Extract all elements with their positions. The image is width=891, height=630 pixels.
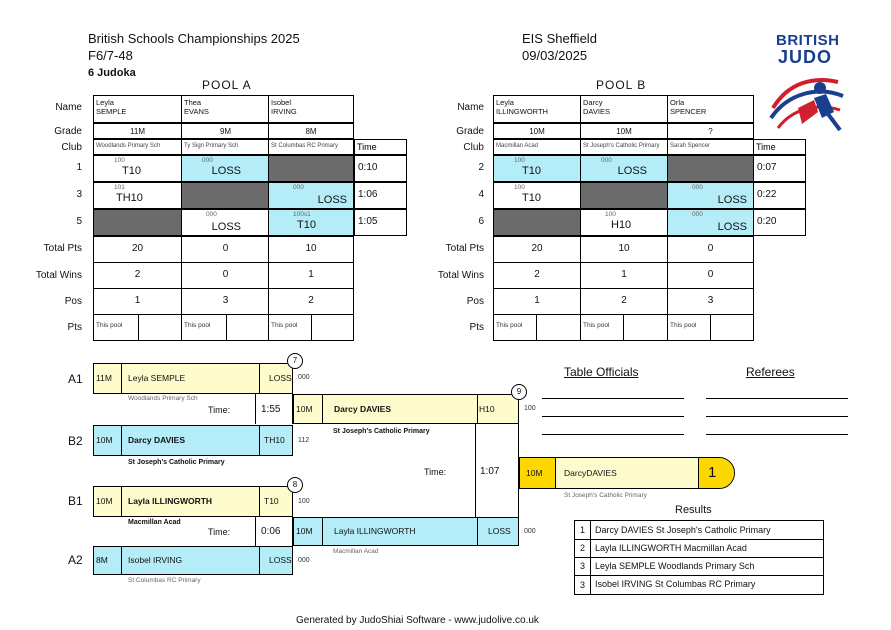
total-wins: 1 xyxy=(268,262,354,289)
position: 3 xyxy=(181,288,270,315)
match-time: 1:07 xyxy=(480,466,500,477)
table-officials-label: Table Officials xyxy=(564,365,639,379)
seed-b2: B2 xyxy=(68,434,83,448)
this-pool-cell: This pool xyxy=(667,314,711,341)
bracket-competitor: 10M Darcy DAVIES TH10 xyxy=(93,425,293,456)
venue: EIS Sheffield xyxy=(522,31,597,46)
winner-club: St Joseph's Catholic Primary xyxy=(564,492,647,499)
results-title: Results xyxy=(675,504,712,516)
time-label: Time: xyxy=(208,405,231,415)
grade-cell: 10M xyxy=(493,123,581,139)
match-score-cell: 100 T10 xyxy=(493,155,581,182)
total-pts: 0 xyxy=(667,236,754,263)
row-label-club: Club xyxy=(61,142,82,153)
pts-cell xyxy=(138,314,182,341)
position: 2 xyxy=(580,288,668,315)
pool-b-player-name xyxy=(493,95,581,123)
match-time: 1:06 xyxy=(354,182,407,209)
bracket-competitor: 10M Layla ILLINGWORTH LOSS xyxy=(293,517,519,546)
position: 1 xyxy=(493,288,581,315)
last-name: ILLINGWORTH xyxy=(496,107,548,116)
pool-b-player-name xyxy=(667,95,754,123)
logo-line2: JUDO xyxy=(778,47,833,67)
match-number: 3 xyxy=(76,189,82,200)
referees-label: Referees xyxy=(746,365,795,379)
match-number: 4 xyxy=(478,189,484,200)
last-name: DAVIES xyxy=(583,107,610,116)
match-time: 0:10 xyxy=(354,155,407,182)
row-label-pts: Pts xyxy=(67,322,82,333)
grade-cell: 9M xyxy=(181,123,270,139)
club: Woodlands Primary Sch xyxy=(128,395,198,402)
this-pool-cell: This pool xyxy=(493,314,537,341)
blank-cell xyxy=(93,209,182,236)
pts-cell xyxy=(536,314,581,341)
winner-grade: 10M xyxy=(526,468,543,478)
match-score-cell: 100 H10 xyxy=(580,209,668,236)
date: 09/03/2025 xyxy=(522,48,588,63)
match-time: 1:55 xyxy=(261,404,281,415)
match-time: 0:07 xyxy=(753,155,806,182)
pool-a-player-name xyxy=(268,95,354,123)
grade-cell: 8M xyxy=(268,123,354,139)
this-pool-cell: This pool xyxy=(268,314,312,341)
club: Macmillan Acad xyxy=(333,548,379,555)
match-number: 2 xyxy=(478,162,484,173)
match-score-cell: 000 LOSS xyxy=(667,182,754,209)
results-row: 2 Layla ILLINGWORTH Macmillan Acad xyxy=(575,540,823,558)
this-pool-cell: This pool xyxy=(580,314,624,341)
score: 000 xyxy=(524,528,536,535)
last-name: SEMPLE xyxy=(96,107,127,116)
pts-cell xyxy=(710,314,754,341)
row-label-club: Club xyxy=(463,142,484,153)
total-wins: 0 xyxy=(667,262,754,289)
bracket-competitor: 8M Isobel IRVING LOSS xyxy=(93,546,293,575)
british-judo-logo xyxy=(768,30,858,140)
total-pts: 20 xyxy=(493,236,581,263)
club-cell: Ty Sign Primary Sch xyxy=(181,139,270,155)
pool-a-title: POOL A xyxy=(202,78,252,92)
blank-cell xyxy=(493,209,581,236)
bracket-competitor: 10M Layla ILLINGWORTH T10 xyxy=(93,486,293,517)
row-label-pos: Pos xyxy=(466,296,484,307)
first-name: Isobel xyxy=(271,98,292,107)
match-score-cell: 000 LOSS xyxy=(181,155,270,182)
this-pool-cell: This pool xyxy=(93,314,139,341)
match-number: 1 xyxy=(76,162,82,173)
seed-a1: A1 xyxy=(68,372,83,386)
club: Macmillan Acad xyxy=(128,519,181,526)
score: 112 xyxy=(298,437,310,444)
score: 000 xyxy=(298,557,310,564)
bracket-competitor: 11M Leyla SEMPLE LOSS xyxy=(93,363,293,394)
club-cell: Macmillan Acad xyxy=(493,139,581,155)
first-name: Orla xyxy=(670,98,685,107)
last-name: EVANS xyxy=(184,107,209,116)
row-label-name: Name xyxy=(457,102,484,113)
club: St Joseph's Catholic Primary xyxy=(333,428,430,435)
pts-cell xyxy=(311,314,354,341)
first-name: Leyla xyxy=(96,98,114,107)
first-name: Leyla xyxy=(496,98,514,107)
match-number: 5 xyxy=(76,216,82,227)
match-number: 6 xyxy=(478,216,484,227)
bracket-competitor: 10M Darcy DAVIES H10 xyxy=(293,394,519,424)
results-row: 1 Darcy DAVIES St Joseph's Catholic Primary xyxy=(575,521,823,540)
row-label-pos: Pos xyxy=(64,296,82,307)
match-score-cell: 100 T10 xyxy=(493,182,581,209)
position: 3 xyxy=(667,288,754,315)
match-score-cell: 101 TH10 xyxy=(93,182,182,209)
category: F6/7-48 xyxy=(88,48,133,63)
score: 000 xyxy=(298,374,310,381)
winner-name: DarcyDAVIES xyxy=(564,468,617,478)
match-time: 0:06 xyxy=(261,526,281,537)
results-row: 3 Isobel IRVING St Columbas RC Primary xyxy=(575,576,823,594)
row-label-total-pts: Total Pts xyxy=(445,243,484,254)
club-cell: Woodlands Primary Sch xyxy=(93,139,182,155)
match-score-cell: 000 LOSS xyxy=(181,209,270,236)
time-label: Time: xyxy=(424,467,447,477)
score: 100 xyxy=(298,498,310,505)
match-score-cell: 000 LOSS xyxy=(580,155,668,182)
pts-cell xyxy=(226,314,270,341)
last-name: SPENCER xyxy=(670,107,707,116)
row-label-grade: Grade xyxy=(54,126,82,137)
grade-cell: ? xyxy=(667,123,754,139)
results-table xyxy=(574,520,824,595)
logo-line1: BRITISH xyxy=(776,32,840,49)
first-name: Darcy xyxy=(583,98,603,107)
pool-b-player-name xyxy=(580,95,668,123)
match-number-badge: 7 xyxy=(287,353,303,369)
tournament-title: British Schools Championships 2025 xyxy=(88,31,300,46)
total-pts: 10 xyxy=(580,236,668,263)
match-score-cell: 000 LOSS xyxy=(667,209,754,236)
club-cell: Sarah Spencer xyxy=(667,139,754,155)
row-label-total-wins: Total Wins xyxy=(35,270,82,281)
match-score-cell: 100 T10 xyxy=(93,155,182,182)
blank-cell xyxy=(268,155,354,182)
pool-a-player-name xyxy=(93,95,182,123)
total-pts: 20 xyxy=(93,236,182,263)
blank-cell xyxy=(667,155,754,182)
match-number-badge: 8 xyxy=(287,477,303,493)
pts-cell xyxy=(623,314,668,341)
time-label: Time: xyxy=(208,527,231,537)
total-pts: 10 xyxy=(268,236,354,263)
total-pts: 0 xyxy=(181,236,270,263)
row-label-total-wins: Total Wins xyxy=(437,270,484,281)
grade-cell: 11M xyxy=(93,123,182,139)
row-label-grade: Grade xyxy=(456,126,484,137)
match-time: 1:05 xyxy=(354,209,407,236)
pool-a-player-name xyxy=(181,95,270,123)
time-header: Time xyxy=(753,139,806,155)
total-wins: 1 xyxy=(580,262,668,289)
row-label-pts: Pts xyxy=(469,322,484,333)
club: St Joseph's Catholic Primary xyxy=(128,459,225,466)
last-name: IRVING xyxy=(271,107,297,116)
blank-cell xyxy=(181,182,270,209)
footer: Generated by JudoShiai Software - www.judolive.co.uk xyxy=(296,615,539,626)
pool-b-title: POOL B xyxy=(596,78,647,92)
winner-box xyxy=(519,457,735,489)
match-score-cell: 100s1 T10 xyxy=(268,209,354,236)
position: 1 xyxy=(93,288,182,315)
score: 100 xyxy=(524,405,536,412)
total-wins: 0 xyxy=(181,262,270,289)
match-time: 0:20 xyxy=(753,209,806,236)
seed-a2: A2 xyxy=(68,553,83,567)
total-wins: 2 xyxy=(93,262,182,289)
judoka-count: 6 Judoka xyxy=(88,67,136,79)
judoka-figure-icon xyxy=(768,68,858,138)
club: St Columbas RC Primary xyxy=(128,577,201,584)
time-header: Time xyxy=(354,139,407,155)
position: 2 xyxy=(268,288,354,315)
first-name: Thea xyxy=(184,98,202,107)
row-label-name: Name xyxy=(55,102,82,113)
row-label-total-pts: Total Pts xyxy=(43,243,82,254)
club-cell: St Columbas RC Primary xyxy=(268,139,354,155)
this-pool-cell: This pool xyxy=(181,314,227,341)
club-cell: St Joseph's Catholic Primary xyxy=(580,139,668,155)
seed-b1: B1 xyxy=(68,494,83,508)
total-wins: 2 xyxy=(493,262,581,289)
match-number-badge: 9 xyxy=(511,384,527,400)
winner-place: 1 xyxy=(708,464,717,481)
grade-cell: 10M xyxy=(580,123,668,139)
blank-cell xyxy=(580,182,668,209)
results-row: 3 Leyla SEMPLE Woodlands Primary Sch xyxy=(575,558,823,576)
match-time: 0:22 xyxy=(753,182,806,209)
match-score-cell: 000 LOSS xyxy=(268,182,354,209)
